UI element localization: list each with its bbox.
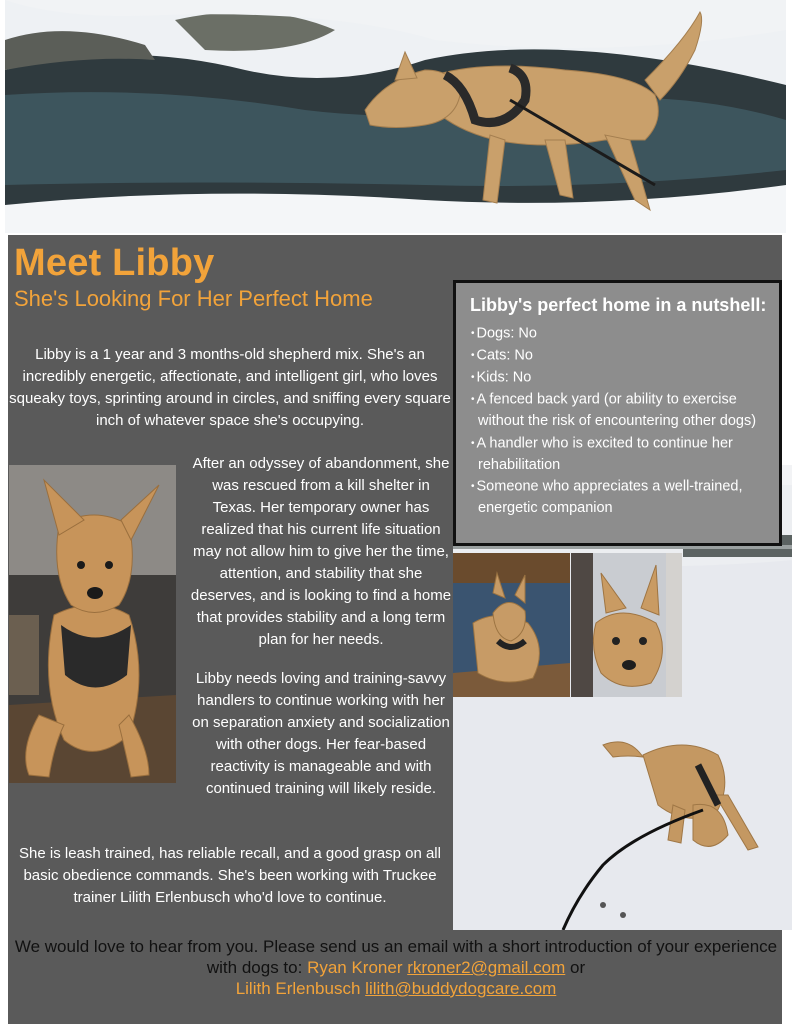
- list-item: • A handler who is excited to continue her rehabilitation: [471, 435, 733, 473]
- rescue-paragraph: After an odyssey of abandonment, she was rescued from a kill shelter in Texas. Her temporary owner has realized that his current life situation may not allow him to give her the time, attention, and stability that she deserves, and is looking to find a home that provides stability and a long term plan for her needs.: [190, 455, 452, 648]
- nutshell-box: [453, 280, 782, 546]
- photo-dog-lying-on-couch: [453, 553, 570, 697]
- list-item: • A fenced back yard (or ability to exercise without the risk of encountering other dogs): [471, 391, 757, 430]
- contact-name-ryan: Ryan Kroner: [307, 958, 403, 977]
- contact-name-lilith: Lilith Erlenbusch: [235, 979, 361, 998]
- training-paragraph: She is leash trained, has reliable recall, and a good grasp on all basic obedience commands. She's been working with Truckee trainer Lilith Erlenbusch who'd love to continue.: [19, 845, 441, 906]
- contact-intro: We would love to hear from you. Please send us an email with a short introduction of your experience with dogs to:: [14, 937, 778, 977]
- email-link-ryan[interactable]: rkroner2@gmail.com: [407, 958, 566, 977]
- page-title: Meet Libby: [14, 242, 215, 284]
- nutshell-list: [470, 323, 767, 520]
- photo-dog-closeup: [571, 553, 682, 697]
- nutshell-title: Libby's perfect home in a nutshell:: [470, 295, 767, 315]
- needs-paragraph: Libby needs loving and training-savvy handlers to continue working with her on separation anxiety and socialization with other dogs. Her fear-based reactivity is manageable and with continued training will likely reside.: [192, 670, 450, 797]
- photo-dog-sitting: [9, 465, 176, 783]
- list-item: • Dogs: No: [471, 325, 537, 342]
- list-item: • Someone who appreciates a well-trained, energetic companion: [471, 478, 743, 517]
- email-link-lilith[interactable]: lilith@buddydogcare.com: [365, 979, 557, 998]
- contact-section: [14, 936, 778, 999]
- list-item: • Kids: No: [471, 369, 532, 386]
- page-subtitle: She's Looking For Her Perfect Home: [14, 286, 373, 311]
- list-item: • Cats: No: [471, 347, 533, 364]
- hero-photo: [5, 0, 786, 233]
- intro-paragraph: Libby is a 1 year and 3 months-old shepherd mix. She's an incredibly energetic, affectionate, and intelligent girl, who loves squeaky toys, sprinting around in circles, and sniffing every square inch of whatever space she's occupying.: [9, 346, 451, 429]
- contact-joiner: or: [570, 958, 586, 977]
